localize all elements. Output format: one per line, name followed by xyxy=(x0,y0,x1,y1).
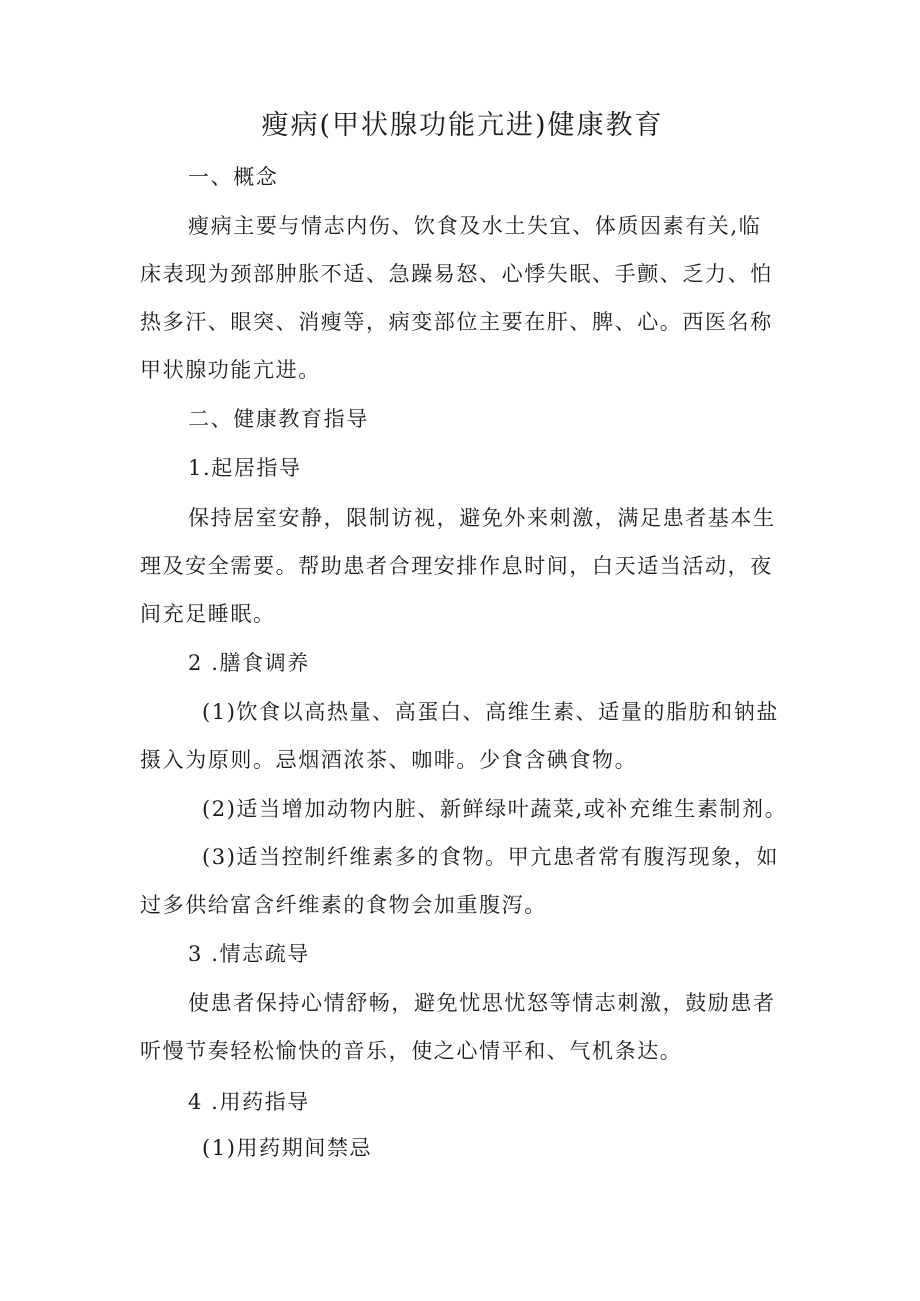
list-item-line: 过多供给富含纤维素的食物会加重腹泻。 xyxy=(140,893,547,917)
section-heading-guidance: 二、健康教育指导 xyxy=(188,407,369,431)
paragraph-line: 热多汗、眼突、消瘦等，病变部位主要在肝、脾、心。西医名称 xyxy=(140,310,773,334)
subsection-heading-medication: 4 .用药指导 xyxy=(188,1090,310,1114)
subsection-heading-diet: 2 .膳食调养 xyxy=(188,651,310,675)
document-title: 瘦病(甲状腺功能亢进)健康教育 xyxy=(261,110,664,141)
list-item-line: (1)饮食以高热量、高蛋白、高维生素、适量的脂肪和钠盐 xyxy=(202,700,779,724)
list-item-line: (2)适当增加动物内脏、新鲜绿叶蔬菜,或补充维生素制剂。 xyxy=(202,797,788,821)
paragraph-line: 听慢节奏轻松愉快的音乐，使之心情平和、气机条达。 xyxy=(140,1039,683,1063)
paragraph-line: 保持居室安静，限制访视，避免外来刺激，满足患者基本生 xyxy=(188,506,776,530)
paragraph-line: 瘦病主要与情志内伤、饮食及水土失宜、体质因素有关,临 xyxy=(188,214,762,238)
paragraph-line: 使患者保持心情舒畅，避免忧思忧怒等情志刺激，鼓励患者 xyxy=(188,991,776,1015)
list-item-line: (1)用药期间禁忌 xyxy=(202,1136,373,1160)
list-item-line: 摄入为原则。忌烟酒浓茶、咖啡。少食含碘食物。 xyxy=(140,748,638,772)
list-item-line: (3)适当控制纤维素多的食物。甲亢患者常有腹泻现象，如 xyxy=(202,845,779,869)
subsection-heading-living: 1.起居指导 xyxy=(188,456,302,480)
subsection-heading-emotion: 3 .情志疏导 xyxy=(188,942,310,966)
paragraph-line: 间充足睡眠。 xyxy=(140,602,276,626)
paragraph-line: 床表现为颈部肿胀不适、急躁易怒、心悸失眠、手颤、乏力、怕 xyxy=(140,262,773,286)
paragraph-line: 理及安全需要。帮助患者合理安排作息时间，白天适当活动，夜 xyxy=(140,554,773,578)
section-heading-concept: 一、概念 xyxy=(188,165,279,189)
paragraph-line: 甲状腺功能亢进。 xyxy=(140,358,321,382)
